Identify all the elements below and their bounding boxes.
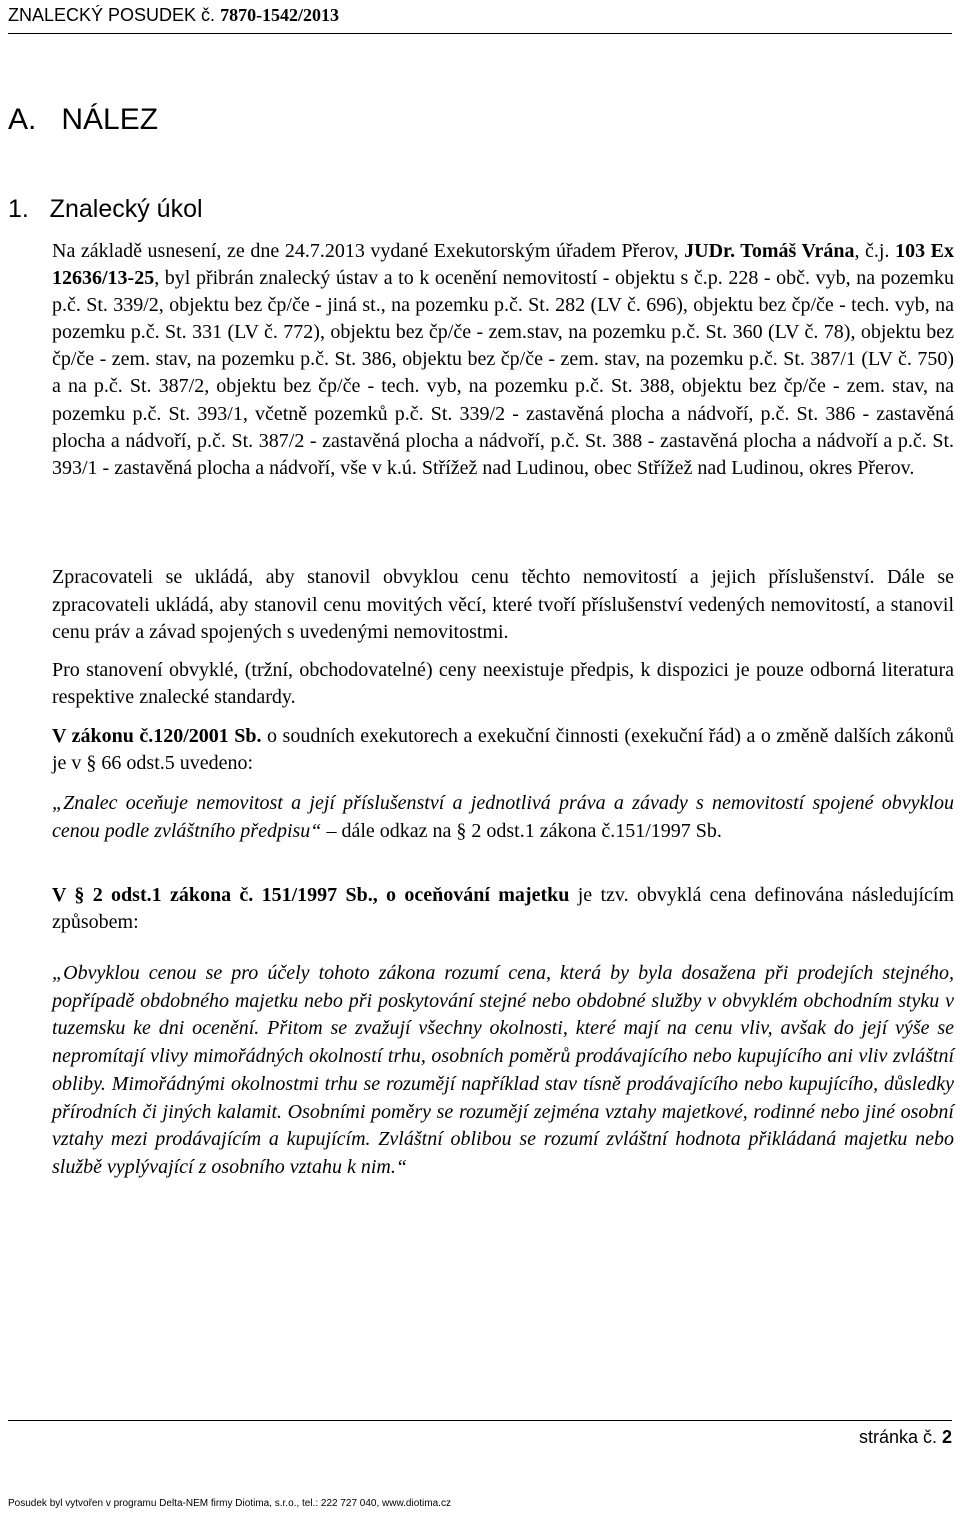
section-heading: A. NÁLEZ — [8, 103, 159, 136]
footer-credit: Posudek byl vytvořen v programu Delta-NEM firmy Diotima, s.r.o., tel.: 222 727 040, www.diotima.cz — [8, 1498, 451, 1509]
definition-intro-paragraph — [52, 882, 954, 936]
law-name: V zákonu č.120/2001 Sb. — [52, 725, 262, 747]
task-text-3: , byl přibrán znalecký ústav a to k ocenění nemovitostí - objektu s č.p. 228 - obč. vyb, na pozemku p.č. St. 339/2, objektu bez čp/če - jiná st., na pozemku p.č. St. 282 (LV č. 696), objektu bez čp/če - tech. vyb, na pozemku p.č. St. 331 (LV č. 772), objektu bez čp/če - zem.stav, na pozemku p.č. St. 360 (LV č. 78), objektu bez čp/če - zem. stav, na pozemku p.č. St. 386, objektu bez čp/če - zem. stav, na pozemku p.č. St. 387/1 (LV č. 750) a na p.č. St. 387/2, objektu bez čp/če - tech. vyb, na pozemku p.č. St. 388, objektu bez čp/če - zem. stav, na pozemku p.č. St. 393/1, včetně pozemků p.č. St. 339/2 - zastavěná plocha a nádvoří, p.č. St. 386 - zastavěná plocha a nádvoří, p.č. St. 387/2 - zastavěná plocha a nádvoří, p.č. St. 388 - zastavěná plocha a nádvoří a p.č. St. 393/1 - zastavěná plocha a nádvoří, vše v k.ú. Střížež nad Ludinou, obec Střížež nad Ludinou, okres Přerov. — [52, 267, 954, 479]
header-title: ZNALECKÝ POSUDEK č. — [8, 5, 221, 25]
page-label: stránka č. — [858, 1427, 942, 1447]
header-number: 7870-1542/2013 — [220, 5, 340, 25]
standards-paragraph: Pro stanovení obvyklé, (tržní, obchodovatelné) ceny neexistuje předpis, k dispozici je pouze odborná literatura respektive znalecké standardy. — [52, 659, 954, 709]
law-quote-paragraph — [52, 790, 954, 845]
definition-intro-text: je tzv. obvyklá cena definována následujícím způsobem: — [52, 884, 954, 934]
definition-quote-paragraph: „Obvyklou cenou se pro účely tohoto zákona rozumí cena, která by byla dosažena při prodejích stejného, popřípadě obdobného majetku nebo při poskytování stejné nebo obdobné služby v obvyklém obchodním styku v tuzemsku ke dni ocenění. Přitom se zvažují všechny okolnosti, které mají na cenu vliv, avšak do její výše se nepromítají vlivy mimořádných okolností trhu, osobních poměrů prodávajícího nebo kupujícího ani vliv zvláštní obliby. Mimořádnými okolnostmi trhu se rozumějí například stav tísně prodávajícího nebo kupujícího, důsledky přírodních či jiných kalamit. Osobními poměry se rozumějí zejména vztahy majetkové, rodinné nebo jiné osobní vztahy mezi prodávajícím a kupujícím. Zvláštní oblibou se rozumí zvláštní hodnota přikládaná majetku nebo službě vyplývající z osobního vztahu k nim.“ — [52, 962, 954, 1178]
page-number-value: 2 — [941, 1427, 952, 1447]
law-quote: „Znalec oceňuje nemovitost a její příslušenství a jednotlivá práva a závady s nemovitostí spojené obvyklou cenou podle zvláštního předpisu“ — [52, 792, 954, 842]
executor-name: JUDr. Tomáš Vrána — [684, 240, 855, 262]
page-header — [8, 4, 952, 34]
task-paragraph — [52, 238, 954, 482]
task-text-1: Na základě usnesení, ze dne 24.7.2013 vydané Exekutorským úřadem Přerov, — [52, 240, 685, 262]
assignment-paragraph: Zpracovateli se ukládá, aby stanovil obvyklou cenu těchto nemovitostí a jejich příslušenství. Dále se zpracovateli ukládá, aby stanovil cenu movitých věcí, které tvoří příslušenství vedených nemovitostí, a stanovil cenu práv a závad spojených s uvedenými nemovitostmi. — [52, 566, 954, 643]
valuation-act-ref: V § 2 odst.1 zákona č. 151/1997 Sb. — [52, 884, 373, 906]
footer-divider — [8, 1420, 952, 1421]
law-quote-reference: – dále odkaz na § 2 odst.1 zákona č.151/1997 Sb. — [321, 819, 722, 842]
law-reference-paragraph — [52, 723, 954, 777]
case-number: 103 Ex 12636/13-25 — [52, 240, 954, 290]
subsection-heading: 1. Znalecký úkol — [8, 195, 203, 223]
valuation-act-name: , o oceňování majetku — [372, 884, 570, 906]
page-number — [859, 1425, 952, 1449]
law-reference-text: o soudních exekutorech a exekuční činnosti (exekuční řád) a o změně dalších zákonů je v § 66 odst.5 uvedeno: — [52, 725, 954, 775]
task-text-2: , č.j. — [854, 240, 896, 262]
